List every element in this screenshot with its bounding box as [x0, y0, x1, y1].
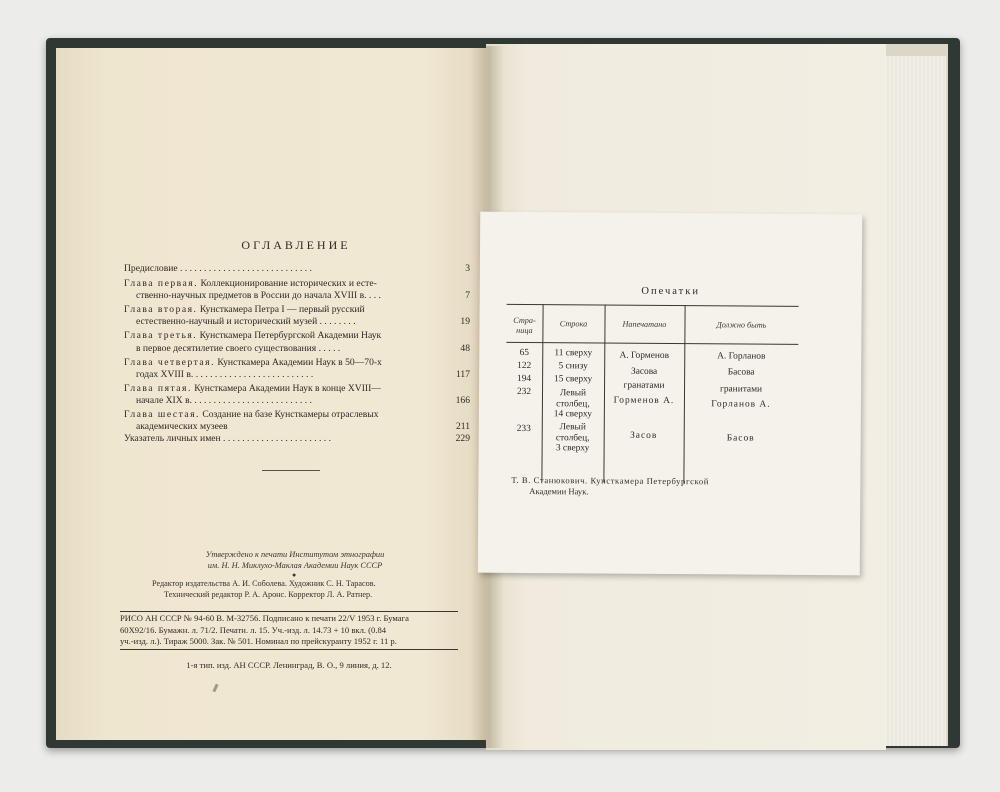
toc-entry-text: академических музеев	[136, 421, 228, 433]
cell-should-be: Басова	[727, 367, 755, 378]
toc-entry: Глава первая. Коллекционирование исторических и есте- ственно-научных предметов в России до начала XVIII в. . . . 7	[124, 278, 470, 302]
toc-entry-text: Указатель личных имен	[124, 433, 221, 445]
cell-line-part: столбец,	[556, 398, 590, 409]
toc-page-number: 3	[465, 263, 470, 274]
cell-page: 194	[517, 373, 532, 385]
credits	[152, 578, 472, 600]
cell-should-be: Горланов А.	[711, 399, 771, 410]
toc-entry: Предисловие . . . . . . . . . . . . . . . . . . . . . . . . . . . . 3	[124, 263, 470, 274]
toc-chapter-label: Глава шестая.	[124, 409, 200, 421]
imprint-block	[120, 611, 458, 650]
errata-slip	[478, 212, 863, 576]
cell-printed: А. Горменов	[619, 350, 670, 361]
toc-chapter-label: Глава третья.	[124, 330, 198, 342]
toc-list	[124, 263, 470, 445]
table-rule-header	[506, 342, 798, 345]
page-edges	[886, 56, 946, 746]
toc-entry-text: естественно-научный и исторический музей	[136, 316, 318, 328]
cell-printed: Горменов А.	[613, 395, 675, 407]
cell-line-part: 14 сверху	[553, 409, 592, 420]
toc-chapter-label: Глава вторая.	[124, 304, 198, 316]
toc-entry-text: ственно-научных предметов в России до начала XVIII в.	[136, 290, 367, 302]
toc-chapter-label: Глава пятая.	[124, 382, 192, 394]
toc-chapter-label: Глава первая.	[124, 278, 199, 290]
reference-line: Академии Наук.	[529, 486, 589, 497]
toc-page-number: 211	[455, 421, 470, 433]
header-should-be: Должно быть	[716, 320, 767, 330]
cell-should-be: Басов	[726, 433, 755, 444]
toc-entry-text: Предисловие	[124, 263, 178, 274]
toc-entry: Глава вторая. Кунсткамера Петра I — первый русский естественно-научный и исторический музей . . . . . . . . 19	[124, 304, 470, 328]
cell-line: 11 сверху	[554, 348, 593, 359]
cell-printed: Засова	[631, 366, 658, 377]
toc-entry: Глава пятая. Кунсткамера Академии Наук в конце XVIII— начале XIX в. . . . . . . . . . . . . . . . . . . . . . . . . . 166	[124, 382, 470, 406]
approval-note	[150, 549, 440, 571]
cell-page: 65	[519, 347, 530, 359]
approval-line: Утверждено к печати Институтом этнографии	[205, 550, 385, 559]
toc-entry-text: начале XIX в.	[136, 394, 192, 406]
errata-title: Опечатки	[641, 285, 701, 298]
imprint-line: 60Х92/16. Бумажн. л. 71/2. Печатн. л. 15. Уч.-изд. л. 14.73 + 10 вкл. (0.84	[120, 624, 387, 635]
table-rule-top	[507, 304, 799, 307]
header-page-line: Стра-	[513, 315, 536, 326]
imprint-line: уч.-изд. л.). Тираж 5000. Зак. № 501. Номинал по прейскуранту 1952 г. 11 р.	[120, 636, 397, 646]
toc-page-number: 229	[455, 433, 470, 445]
toc-entry-text: Кунсткамера Петербургской Академии Наук	[199, 330, 382, 342]
toc-entry: Глава третья. Кунсткамера Петербургской Академии Наук в первое десятилетие своего существования . . . . . 48	[124, 330, 470, 354]
toc-entry-text: Кунсткамера Академии Наук в 50—70-х	[217, 356, 382, 368]
errata-book-reference	[511, 475, 831, 499]
cell-line: 15 сверху	[553, 374, 593, 385]
toc-entry-text: в первое десятилетие своего существования	[136, 342, 317, 354]
cell-line-part: 3 сверху	[555, 443, 590, 454]
toc-entry: Глава четвертая. Кунсткамера Академии Наук в 50—70-х годах XVIII в. . . . . . . . . . . . . . . . . . . . . . . . . . 117	[124, 356, 470, 380]
toc-entry-text: Кунсткамера Академии Наук в конце XVIII—	[194, 382, 381, 394]
divider-rule	[262, 470, 320, 471]
toc-entry-text: Кунсткамера Петра I — первый русский	[199, 304, 365, 316]
toc-page-number: 19	[460, 316, 470, 328]
toc-entry-text: годах XVIII в.	[136, 368, 194, 380]
header-printed: Напечатано	[622, 319, 667, 329]
toc-page-number: 7	[465, 290, 470, 302]
cell-line-part: Левый	[559, 422, 586, 433]
cell-line	[542, 422, 604, 454]
toc-title: ОГЛАВЛЕНИЕ	[241, 238, 351, 252]
toc-page-number: 48	[460, 342, 470, 354]
cell-page: 232	[516, 386, 532, 398]
header-page	[506, 316, 542, 335]
errata-table	[507, 304, 799, 454]
cell-line-part: Левый	[559, 388, 587, 399]
cell-page: 122	[517, 360, 532, 372]
cell-printed: Засов	[630, 430, 658, 441]
header-page-line: ница	[516, 325, 533, 335]
cell-printed: гранатами	[623, 380, 665, 391]
cell-should-be: А. Горланов	[717, 351, 766, 362]
toc-chapter-label: Глава четвертая.	[124, 356, 215, 368]
bullet-mark: ●	[292, 571, 297, 579]
press-info: 1-я тип. изд. АН СССР. Ленинград, В. О., 9 линия, д. 12.	[186, 660, 392, 670]
cell-page: 233	[516, 423, 531, 435]
header-line: Строка	[559, 319, 588, 329]
toc-entry-text: Создание на базе Кунсткамеры отраслевых	[202, 409, 379, 421]
toc-entry	[124, 409, 470, 433]
cell-line: 5 снизу	[558, 361, 588, 372]
toc-page-number: 117	[455, 368, 470, 380]
reference-line: Т. В. Станюкович. Кунсткамера Петербургской	[511, 474, 709, 487]
cell-should-be: гранитами	[719, 384, 763, 395]
cell-line-part: столбец,	[555, 432, 590, 443]
toc-entry-text: Коллекционирование исторических и есте-	[200, 278, 377, 290]
cell-line	[542, 388, 604, 420]
imprint-line: РИСО АН СССР № 94-60 В. М-32756. Подписано к печати 22/V 1953 г. Бумага	[120, 613, 409, 623]
credits-line: Редактор издательства А. И. Соболева. Художник С. Н. Тарасов.	[152, 579, 376, 588]
toc-entry: Указатель личных имен . . . . . . . . . . . . . . . . . . . . . . . 229	[124, 433, 470, 445]
credits-line: Технический редактор Р. А. Аронс. Корректор Л. А. Ратнер.	[164, 590, 373, 599]
toc-page-number: 166	[455, 394, 470, 406]
approval-line: им. Н. Н. Миклухо-Маклая Академии Наук СССР	[207, 561, 383, 570]
